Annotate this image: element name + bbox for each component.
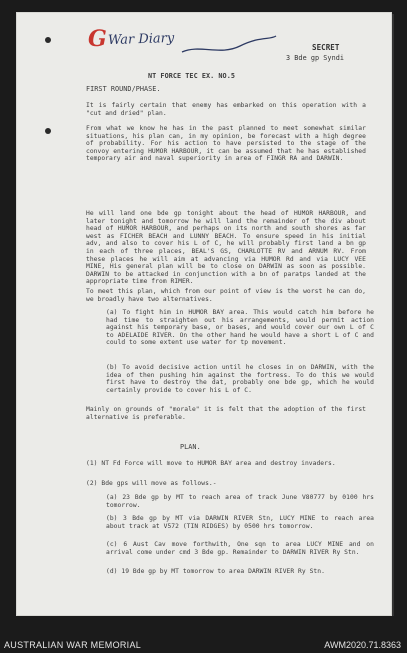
punch-hole [45, 128, 51, 134]
plan-subitem: (c) 6 Aust Cav move forthwith, One sqn to area LUCY MINE and on arrival come under cmd 3 Bde gp. Remainder to DARWIN RIVER Ry Stn. [106, 541, 374, 556]
plan-subitem: (b) 3 Bde gp by MT via DARWIN RIVER Stn, LUCY MINE to reach area about track at V572 (TIN RIDGES) by 0500 hrs tomorrow. [106, 515, 374, 530]
plan-subitem: (d) 19 Bde gp by MT tomorrow to area DARWIN RIVER Ry Stn. [106, 568, 325, 575]
handwritten-mark: G [88, 26, 107, 52]
exercise-heading: NT FORCE TEC EX. NO.5 [148, 72, 235, 80]
plan-heading: PLAN. [180, 443, 201, 451]
alternative-a: (a) To fight him in HUMOR BAY area. This would catch him before he had time to straighten out his arrangements, would permit action against his temporary base, or bases, and would cover our own L of C to ADELAIDE RIVER. On the other hand he would have a short L of C and could to some extent use water for tp movement. [106, 309, 374, 347]
paragraph: It is fairly certain that enemy has embarked on this operation with a "cut and dried" plan. [86, 102, 366, 117]
paragraph: Mainly on grounds of "morale" it is felt that the adoption of the first alternative is preferable. [86, 406, 366, 421]
paragraph: From what we know he has in the past planned to meet somewhat similar situations, his plan can, in my opinion, be forecast with a high degree of probability. For his action to have persisted to the stage of the convoy entering HUMOR HARBOUR, it can be assumed that he has established temporary air and naval superiority in area of FINGR RA and DARWIN. [86, 125, 366, 163]
footer-bar [0, 637, 407, 653]
handwritten-flourish [180, 34, 280, 60]
page-edge-shadow [392, 14, 394, 616]
plan-item: (2) Bde gps will move as follows.- [86, 480, 217, 487]
plan-item: (1) NT Fd Force will move to HUMOR BAY area and destroy invaders. [86, 460, 336, 467]
section-title: FIRST ROUND/PHASE. [86, 85, 161, 93]
unit-label: 3 Bde gp Syndi [286, 54, 344, 62]
punch-hole [45, 37, 51, 43]
paragraph: He will land one bde gp tonight about the head of HUMOR HARBOUR, and later tonight and tomorrow he will land the remainder of the div about head of HUMOR HARBOUR, and perhaps on its north and south shores as far west as FICHER BEACH and LUNNY BEACH. To ensure speed in his initial adv, and also to cover his L of C, he will probably first land a bn gp in each of three places, BEAL'S GS, CHARLOTTE RV and ARNUM RV. From these places he will aim at advancing via HUMOR Rd and via LUCY VEE MINE, His general plan will be to close on DARWIN as soon as possible. DARWIN to be attacked in conjunction with a bn of paratps landed at the appropriate time from RIMER. [86, 210, 366, 286]
reference-number: AWM2020.71.8363 [324, 640, 401, 650]
plan-subitem: (a) 23 Bde gp by MT to reach area of track June V80777 by 0100 hrs tomorrow. [106, 494, 374, 509]
alternative-b: (b) To avoid decisive action until he closes in on DARWIN, with the idea of then pushing him against the fortress. To do this we would first have to destroy the dat, probably one bde gp, which he would certainly provide to cover his L of C. [106, 364, 374, 394]
handwritten-note: War Diary [107, 30, 175, 49]
source-label: AUSTRALIAN WAR MEMORIAL [4, 640, 142, 650]
classification-label: SECRET [312, 43, 340, 52]
paragraph: To meet this plan, which from our point of view is the worst he can do, we broadly have two alternatives. [86, 288, 366, 303]
